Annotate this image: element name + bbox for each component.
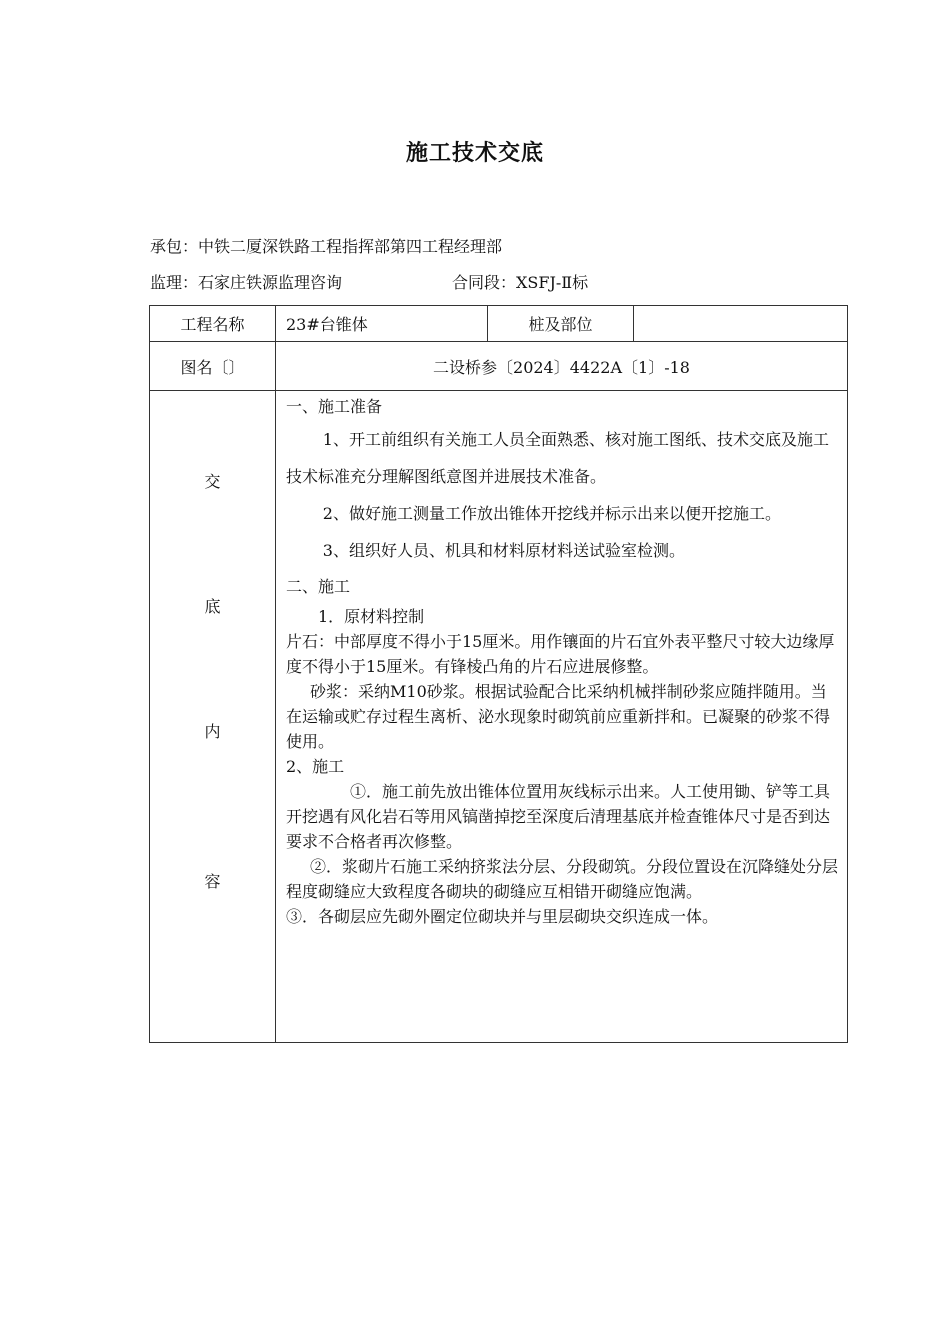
content-side-label xyxy=(150,391,276,1043)
contractor-line: 承包：中铁二厦深铁路工程指挥部第四工程经理部 xyxy=(150,237,503,256)
drawing-value: 二设桥参〔2024〕4422A〔1〕-18 xyxy=(276,342,848,391)
side-char-4: 容 xyxy=(204,872,221,891)
section-2-heading: 二、施工 xyxy=(286,577,351,596)
project-name-label: 工程名称 xyxy=(150,306,276,342)
section-1-heading: 一、施工准备 xyxy=(286,397,383,416)
content-body xyxy=(276,391,848,1043)
side-char-3: 内 xyxy=(204,722,221,741)
page-title: 施工技术交底 xyxy=(405,141,544,166)
section-2-stone: 片石：中部厚度不得小于15厘米。用作镶面的片石宜外表平整尺寸较大边缘厚度不得小于15厘米。有锋棱凸角的片石应进展修整。 xyxy=(286,632,835,676)
station-value xyxy=(634,306,848,342)
section-2-step-1: ①．施工前先放出锥体位置用灰线标示出来。人工使用锄、铲等工具开挖遇有风化岩石等用风镐凿掉挖至深度后清理基底并检查锥体尺寸是否到达要求不合格者再次修整。 xyxy=(286,782,831,851)
row-content xyxy=(150,391,848,1043)
section-2-step-2: ②．浆砌片石施工采纳挤浆法分层、分段砌筑。分段位置设在沉降缝处分层程度砌缝应大致程度各砌块的砌缝应互相错开砌缝应饱满。 xyxy=(286,857,839,901)
drawing-label: 图名〔〕 xyxy=(150,342,276,391)
section-1-item-1: 1、开工前组织有关施工人员全面熟悉、核对施工图纸、技术交底及施工技术标准充分理解图纸意图并进展技术准备。 xyxy=(286,430,829,486)
section-1-item-2: 2、做好施工测量工作放出锥体开挖线并标示出来以便开挖施工。 xyxy=(322,504,781,523)
contract-section: 合同段：XSFJ-Ⅱ标 xyxy=(452,273,589,292)
project-name-value: 23#台锥体 xyxy=(276,306,488,342)
disclosure-table xyxy=(149,305,848,1043)
section-2-sub-2: 2、施工 xyxy=(286,757,345,776)
row-project xyxy=(150,306,848,342)
row-drawing xyxy=(150,342,848,391)
section-2-sub-1: 1．原材料控制 xyxy=(318,607,425,626)
section-2-step-3: ③．各砌层应先砌外圈定位砌块并与里层砌块交织连成一体。 xyxy=(286,907,719,926)
supervisor-line xyxy=(150,270,589,293)
side-char-1: 交 xyxy=(204,472,221,491)
side-char-2: 底 xyxy=(204,597,221,616)
supervisor-text: 监理：石家庄铁源监理咨询 xyxy=(150,273,343,292)
section-2-mortar: 砂浆：采纳M10砂浆。根据试验配合比采纳机械拌制砂浆应随拌随用。当在运输或贮存过程生离析、泌水现象时砌筑前应重新拌和。已凝聚的砂浆不得使用。 xyxy=(286,682,831,751)
station-label: 桩及部位 xyxy=(488,306,634,342)
section-1-item-3: 3、组织好人员、机具和材料原材料送试验室检测。 xyxy=(322,541,685,560)
